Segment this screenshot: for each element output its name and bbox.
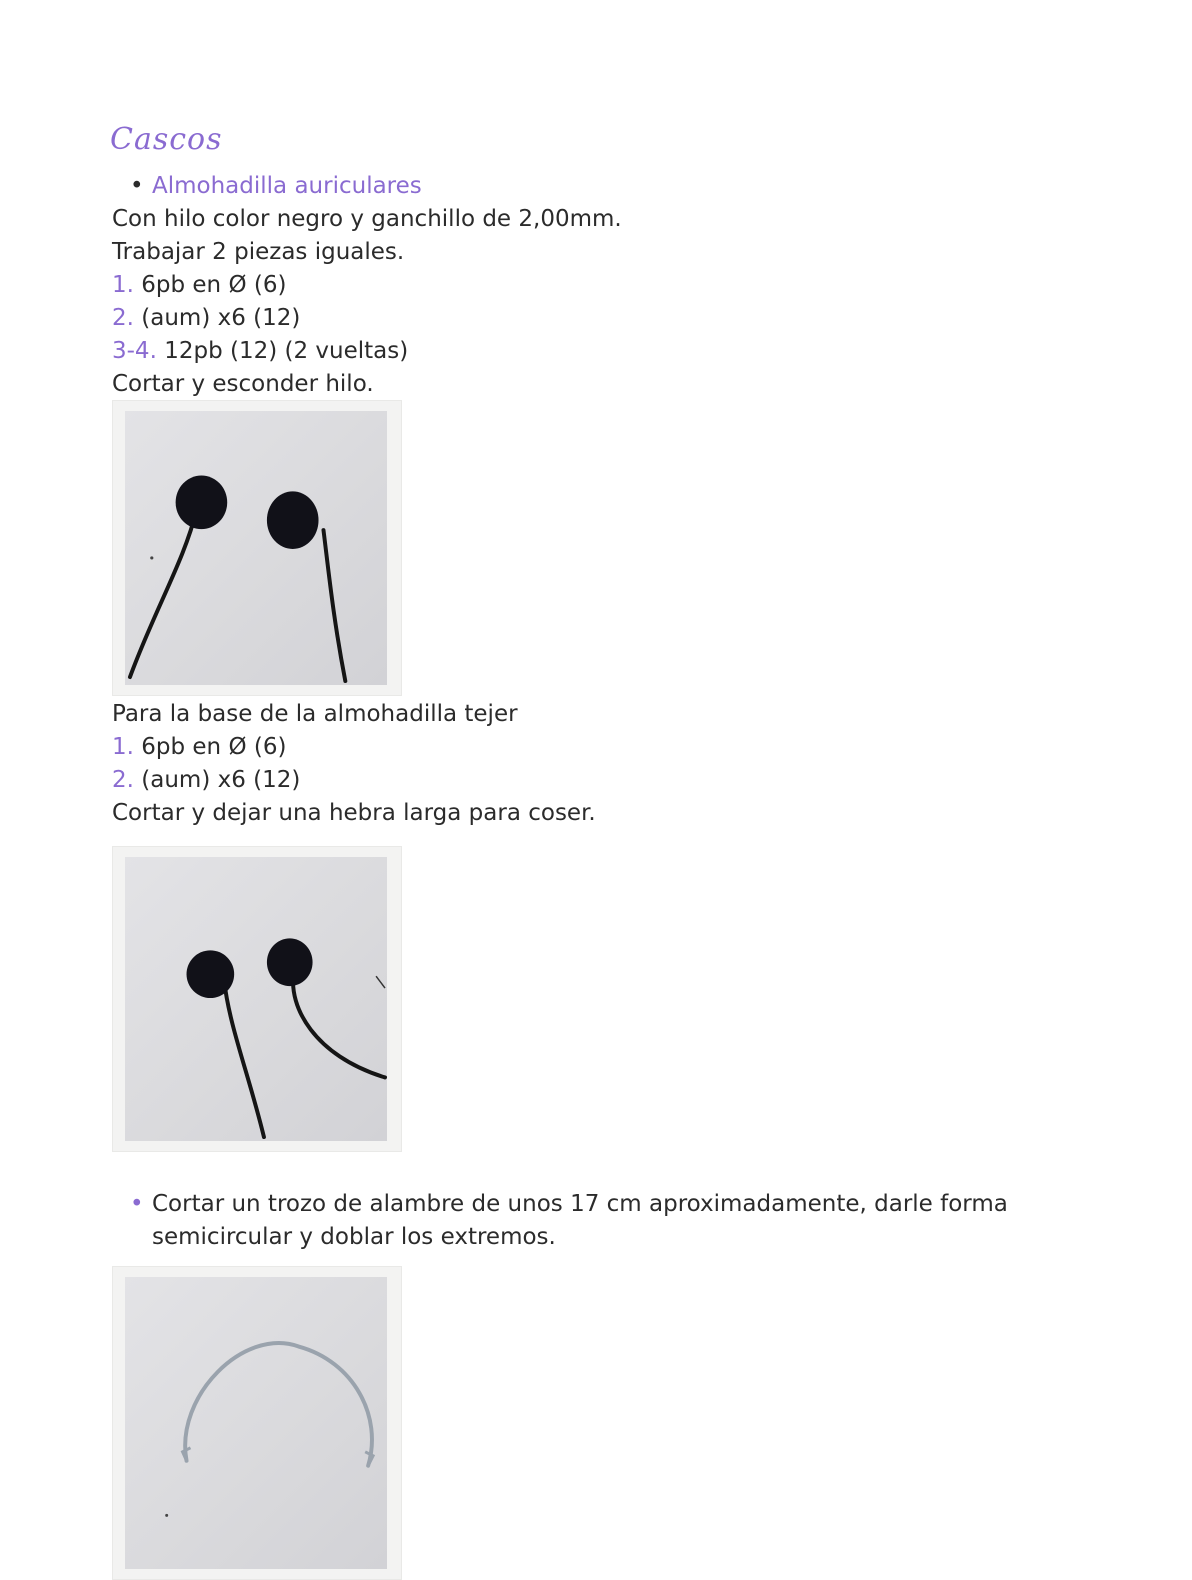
wire-illustration [125, 1277, 387, 1569]
bullet-icon: • [130, 1191, 144, 1217]
round-text: (aum) x6 (12) [133, 767, 301, 793]
bullet-text: Cortar un trozo de alambre de unos 17 cm aproximadamente, darle forma semicircular y doblar los extremos. [152, 1191, 1008, 1250]
round-line [112, 302, 300, 335]
round-line [112, 269, 286, 302]
round-line [112, 764, 300, 797]
instruction-line: Trabajar 2 piezas iguales. [112, 239, 405, 265]
instruction-line: Cortar y dejar una hebra larga para coser. [112, 800, 596, 826]
ear-pads-illustration [125, 411, 387, 685]
round-number: 2. [112, 305, 134, 331]
photo-wire [112, 1266, 402, 1580]
instruction-line: Con hilo color negro y ganchillo de 2,00mm. [112, 206, 622, 232]
instruction-line: Cortar y esconder hilo. [112, 371, 374, 397]
instruction-line: Para la base de la almohadilla tejer [112, 701, 518, 727]
round-text: 6pb en Ø (6) [133, 272, 287, 298]
photo-pad-bases [112, 846, 402, 1152]
pad-bases-illustration [125, 857, 387, 1141]
photo-ear-pads [112, 400, 402, 696]
bullet-icon: • [130, 173, 144, 199]
round-text: (aum) x6 (12) [133, 305, 301, 331]
round-number: 1. [112, 734, 134, 760]
round-line [112, 335, 408, 368]
section-title: Cascos [110, 122, 223, 157]
round-text: 12pb (12) (2 vueltas) [156, 338, 409, 364]
round-number: 3-4. [112, 338, 157, 364]
bullet-text: Almohadilla auriculares [152, 173, 422, 199]
round-line [112, 731, 286, 764]
round-text: 6pb en Ø (6) [133, 734, 287, 760]
round-number: 1. [112, 272, 134, 298]
round-number: 2. [112, 767, 134, 793]
